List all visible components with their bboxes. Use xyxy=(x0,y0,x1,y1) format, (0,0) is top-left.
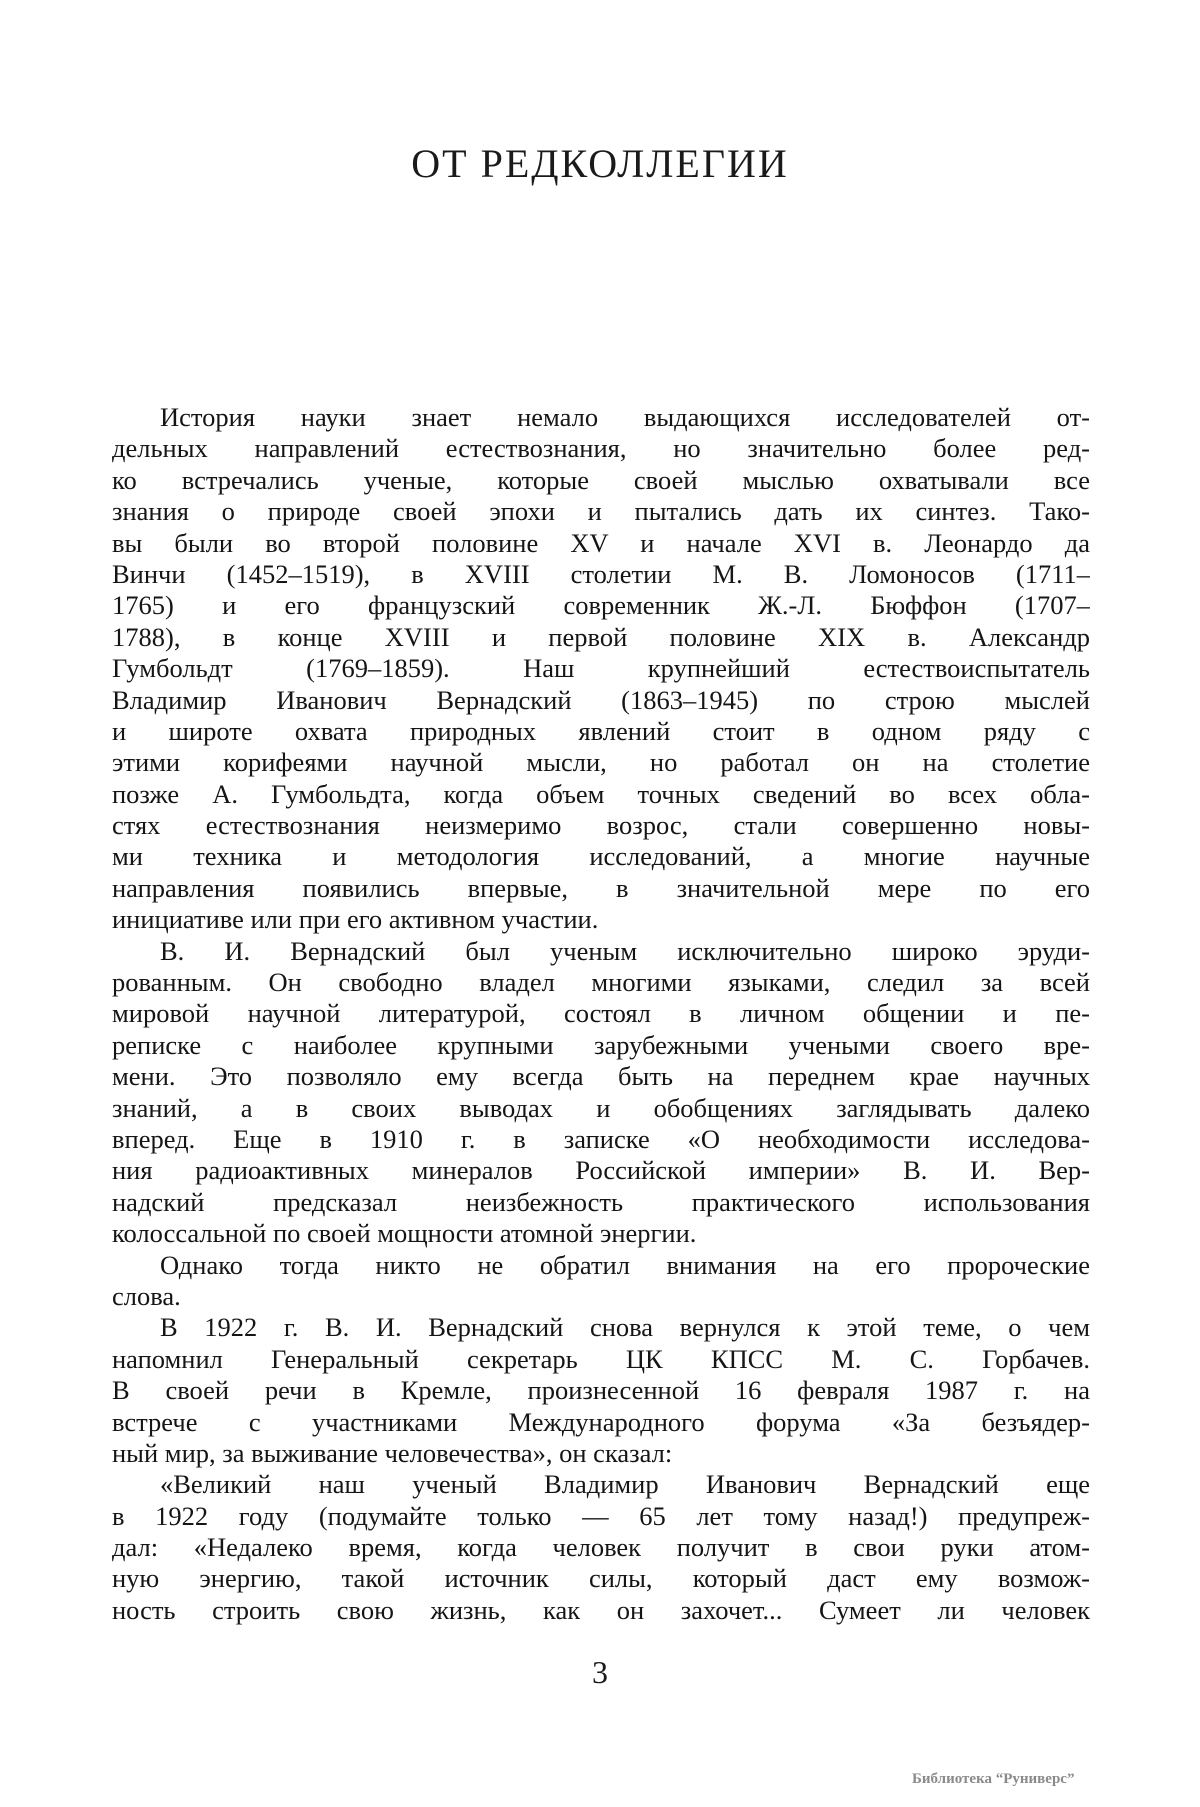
library-watermark: Библиотека “Руниверс” xyxy=(912,1771,1075,1787)
text-line: вы были во второй половине XV и начале XVI в. Леонардо да xyxy=(112,527,1090,558)
text-line: дельных направлений естествознания, но значительно более ред- xyxy=(112,433,1090,464)
text-line: Владимир Иванович Вернадский (1863–1945) по строю мыслей xyxy=(112,684,1090,715)
text-line: слова. xyxy=(112,1280,181,1311)
text-line: надский предсказал неизбежность практического использования xyxy=(112,1186,1090,1217)
text-line: стях естествознания неизмеримо возрос, стали совершенно новы- xyxy=(112,810,1090,841)
text-line: В 1922 г. В. И. Вернадский снова вернулся к этой теме, о чем xyxy=(160,1312,1090,1343)
text-line: История науки знает немало выдающихся исследователей от- xyxy=(160,402,1090,432)
text-line: направления появились впервые, в значительной мере по его xyxy=(112,872,1090,903)
text-line: колоссальной по своей мощности атомной энергии. xyxy=(112,1218,697,1249)
text-line: Гумбольдт (1769–1859). Наш крупнейший естествоиспытатель xyxy=(112,653,1090,684)
text-line: Винчи (1452–1519), в XVIII столетии М. В. Ломоносов (1711– xyxy=(112,558,1090,589)
text-line: ко встречались ученые, которые своей мыслью охватывали все xyxy=(112,464,1090,495)
text-line: В. И. Вернадский был ученым исключительно широко эруди- xyxy=(160,935,1090,966)
text-line: Однако тогда никто не обратил внимания на его пророческие xyxy=(160,1249,1090,1280)
text-line: инициативе или при его активном участии. xyxy=(112,904,599,935)
text-line: напомнил Генеральный секретарь ЦК КПСС М. С. Горбачев. xyxy=(112,1343,1090,1374)
text-line: знания о природе своей эпохи и пытались дать их синтез. Тако- xyxy=(112,496,1090,527)
text-line: ную энергию, такой источник силы, который даст ему возмож- xyxy=(112,1563,1090,1594)
text-line: вперед. Еще в 1910 г. в записке «О необходимости исследова- xyxy=(112,1123,1090,1154)
text-line: знаний, а в своих выводах и обобщениях заглядывать далеко xyxy=(112,1092,1090,1123)
text-line: мени. Это позволяло ему всегда быть на переднем крае научных xyxy=(112,1061,1090,1092)
text-line: «Великий наш ученый Владимир Иванович Вернадский еще xyxy=(160,1469,1090,1500)
text-line: ный мир, за выживание человечества», он сказал: xyxy=(112,1437,673,1468)
text-line: встрече с участниками Международного форума «За безъядер- xyxy=(112,1406,1090,1437)
text-line: и широте охвата природных явлений стоит в одном ряду с xyxy=(112,715,1090,746)
page-title: ОТ РЕДКОЛЛЕГИИ xyxy=(411,141,789,186)
text-line: реписке с наиболее крупными зарубежными учеными своего вре- xyxy=(112,1029,1090,1060)
body-text xyxy=(112,402,1090,1626)
text-line: мировой научной литературой, состоял в личном общении и пе- xyxy=(112,998,1090,1029)
text-line: 1788), в конце XVIII и первой половине XIX в. Александр xyxy=(112,621,1090,652)
text-line: этими корифеями научной мысли, но работал он на столетие xyxy=(112,747,1090,778)
text-line: позже А. Гумбольдта, когда объем точных сведений во всех обла- xyxy=(112,778,1090,809)
text-line: ность строить свою жизнь, как он захочет... Сумеет ли человек xyxy=(112,1594,1090,1625)
page-number: 3 xyxy=(592,1654,608,1690)
text-line: 1765) и его французский современник Ж.-Л. Бюффон (1707– xyxy=(112,590,1090,621)
text-line: в 1922 году (подумайте только — 65 лет тому назад!) предупреж- xyxy=(112,1500,1090,1531)
text-line: В своей речи в Кремле, произнесенной 16 февраля 1987 г. на xyxy=(112,1375,1090,1406)
text-line: дал: «Недалеко время, когда человек получит в свои руки атом- xyxy=(112,1532,1090,1563)
text-line: рованным. Он свободно владел многими языками, следил за всей xyxy=(112,967,1090,998)
text-line: ния радиоактивных минералов Российской империи» В. И. Вер- xyxy=(112,1155,1090,1186)
text-line: ми техника и методология исследований, а многие научные xyxy=(112,841,1090,872)
